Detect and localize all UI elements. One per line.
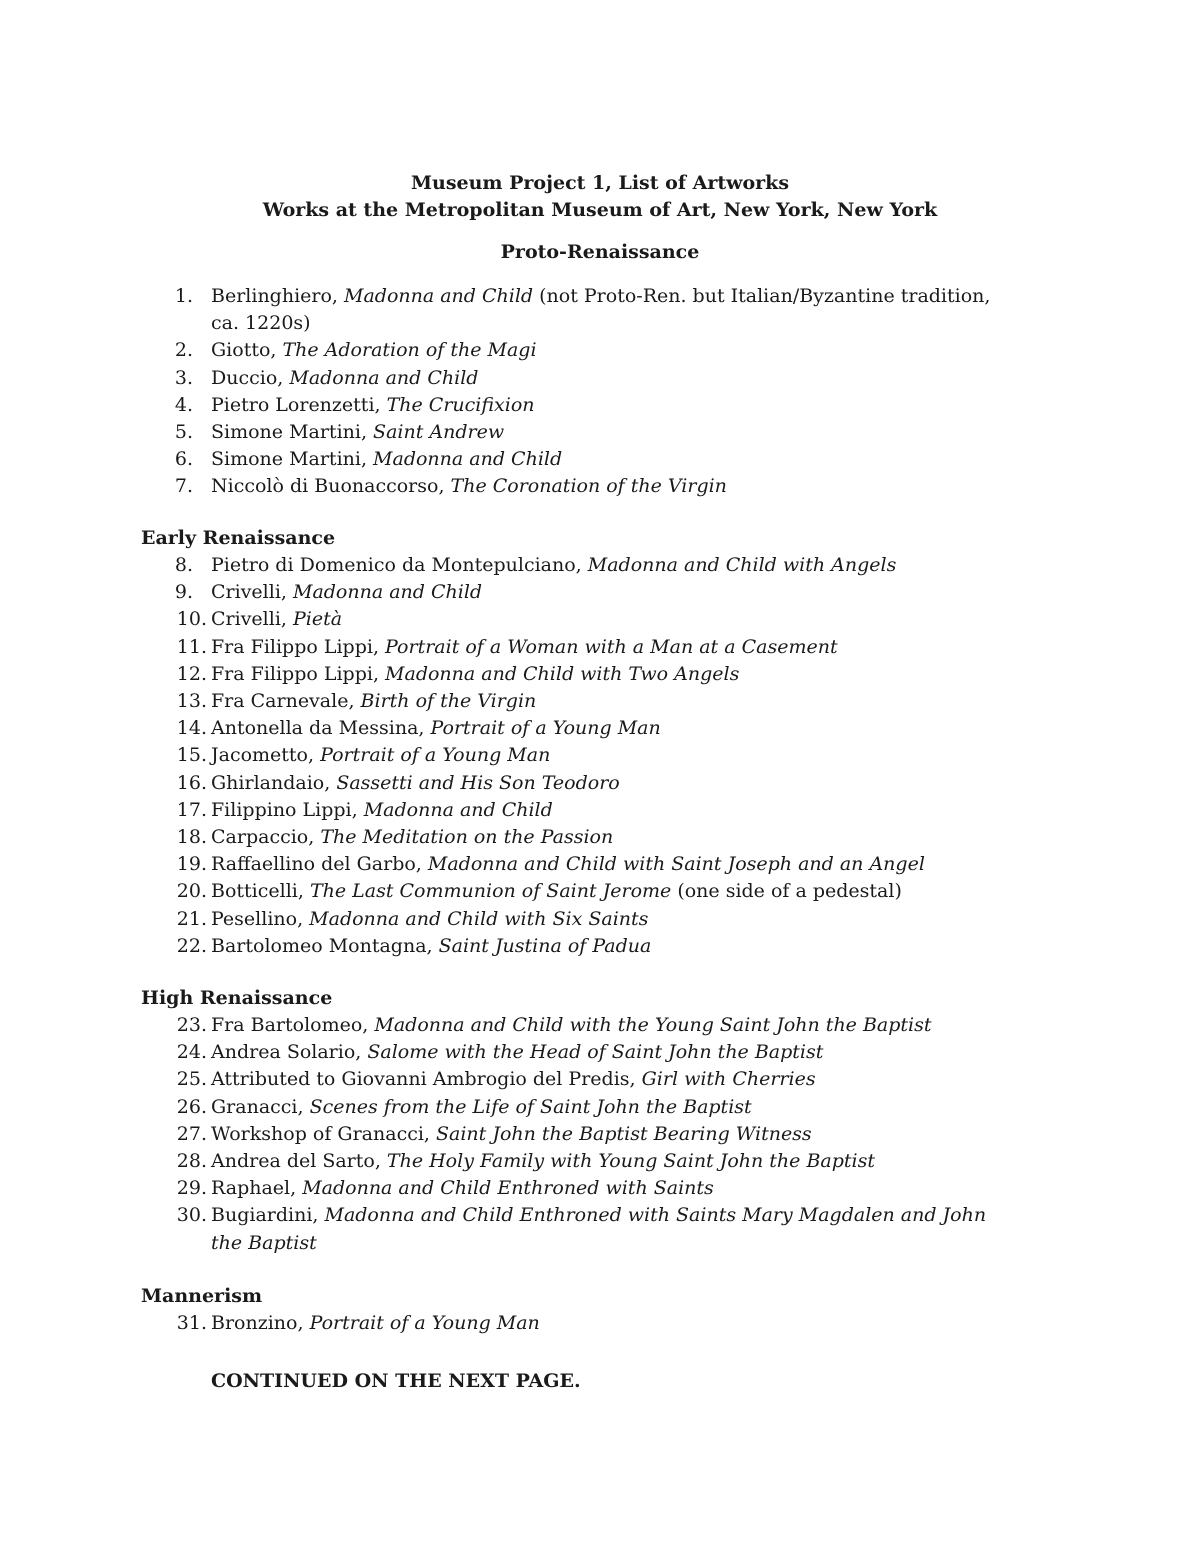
list-item: 17. Filippino Lippi, Madonna and Child xyxy=(176,798,553,821)
list-item: 13. Fra Carnevale, Birth of the Virgin xyxy=(176,690,537,713)
section-heading-early-renaissance: Early Renaissance xyxy=(141,527,336,549)
list-item: 16. Ghirlandaio, Sassetti and His Son Teodoro xyxy=(176,771,620,794)
list-item: 15. Jacometto, Portrait of a Young Man xyxy=(176,744,551,767)
list-item: 18. Carpaccio, The Meditation on the Passion xyxy=(176,826,614,849)
list-item: 10. Crivelli, Pietà xyxy=(176,608,343,631)
list-item: 26. Granacci, Scenes from the Life of Saint John the Baptist xyxy=(176,1095,752,1118)
artwork-list-early-renaissance xyxy=(0,552,1200,960)
list-item: 24. Andrea Solario, Salome with the Head of Saint John the Baptist xyxy=(176,1041,824,1064)
document-subtitle: Works at the Metropolitan Museum of Art, New York, New York xyxy=(262,199,938,221)
list-item: 11. Fra Filippo Lippi, Portrait of a Woman with a Man at a Casement xyxy=(176,635,838,658)
list-item: 9. Crivelli, Madonna and Child xyxy=(174,581,483,604)
list-item: 21. Pesellino, Madonna and Child with Six Saints xyxy=(176,907,649,930)
list-item: 8. Pietro di Domenico da Montepulciano, Madonna and Child with Angels xyxy=(174,554,897,576)
artwork-list-mannerism xyxy=(0,1310,1200,1337)
list-item: 29. Raphael, Madonna and Child Enthroned with Saints xyxy=(176,1177,714,1200)
list-item: 25. Attributed to Giovanni Ambrogio del Predis, Girl with Cherries xyxy=(176,1068,816,1091)
list-item: 4. Pietro Lorenzetti, The Crucifixion xyxy=(174,393,535,416)
section-heading-mannerism: Mannerism xyxy=(141,1285,263,1307)
list-item: 2. Giotto, The Adoration of the Magi xyxy=(174,339,537,362)
list-item: 28. Andrea del Sarto, The Holy Family with Young Saint John the Baptist xyxy=(176,1150,876,1173)
list-item: 20. Botticelli, The Last Communion of Saint Jerome (one side of a pedestal) xyxy=(176,880,902,903)
list-item: 7. Niccolò di Buonaccorso, The Coronation of the Virgin xyxy=(174,475,727,498)
list-item: 5. Simone Martini, Saint Andrew xyxy=(174,421,505,444)
section-heading-proto-renaissance: Proto-Renaissance xyxy=(500,241,700,263)
artwork-list-high-renaissance xyxy=(0,1012,1200,1257)
section-heading-high-renaissance: High Renaissance xyxy=(141,987,333,1009)
list-item: 1. Berlinghiero, Madonna and Child (not Proto-Ren. but Italian/Byzantine tradition, ca. 1220s) xyxy=(174,285,991,335)
list-item: 30. Bugiardini, Madonna and Child Enthroned with Saints Mary Magdalen and John the Baptist xyxy=(176,1204,987,1254)
list-item: 27. Workshop of Granacci, Saint John the Baptist Bearing Witness xyxy=(176,1122,812,1145)
title-block xyxy=(0,170,1200,224)
list-item: 23. Fra Bartolomeo, Madonna and Child with the Young Saint John the Baptist xyxy=(176,1014,932,1036)
list-item: 31. Bronzino, Portrait of a Young Man xyxy=(176,1312,540,1334)
continued-notice: CONTINUED ON THE NEXT PAGE. xyxy=(211,1370,581,1392)
list-item: 12. Fra Filippo Lippi, Madonna and Child with Two Angels xyxy=(176,662,740,685)
list-item: 3. Duccio, Madonna and Child xyxy=(174,366,479,389)
list-item: 19. Raffaellino del Garbo, Madonna and Child with Saint Joseph and an Angel xyxy=(176,853,925,876)
artwork-list-proto-renaissance xyxy=(0,283,1200,501)
list-item: 22. Bartolomeo Montagna, Saint Justina of Padua xyxy=(176,934,652,957)
document-title: Museum Project 1, List of Artworks xyxy=(410,172,790,194)
list-item: 14. Antonella da Messina, Portrait of a Young Man xyxy=(176,717,661,740)
list-item: 6. Simone Martini, Madonna and Child xyxy=(174,448,563,471)
